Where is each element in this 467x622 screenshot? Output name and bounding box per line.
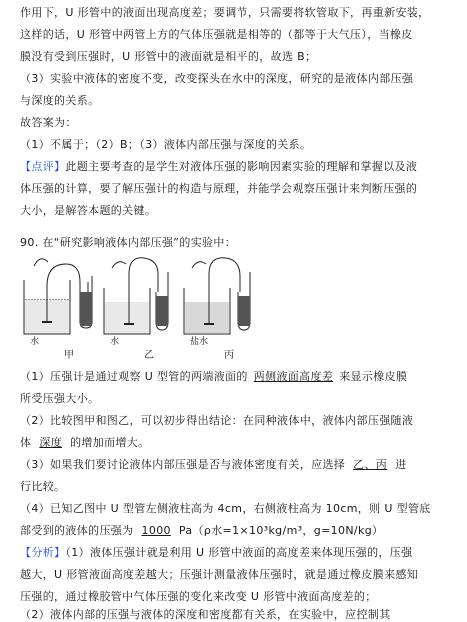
q1-text: 来显示橡皮膜 — [339, 370, 408, 383]
text-line: （3）实验中液体的密度不变，改变探头在水中的深度，研究的是液体内部压强 — [20, 72, 414, 85]
experiment-figure — [20, 252, 260, 362]
comment-line: 体压强的计算，要了解压强计的构造与原理，并能学会观察压强计来判断压强的 — [20, 182, 418, 195]
analysis-tag: 【分析】 — [20, 546, 66, 559]
q3-answer: 乙、丙 — [353, 458, 388, 471]
figure-label-bing: 丙 — [224, 350, 234, 361]
question-3 — [20, 458, 407, 472]
analysis-line: 压强的，通过橡胶管中气体压强的变化来改变 U 形管中液面高度差的； — [20, 590, 377, 603]
comment-line: 大小，是解答本题的关键。 — [20, 204, 157, 217]
saltwater-label: 盐水 — [190, 337, 209, 347]
question-4: （4）已知乙图中 U 型管左侧液柱高为 4cm，右侧液柱高为 10cm，则 U 型管底 — [20, 502, 431, 515]
q2-text: 的增加而增大。 — [70, 436, 150, 449]
question-2: （2）比较图甲和图乙，可以初步得出结论：在同种液体中，液体内部压强随液 — [20, 414, 414, 427]
q4-answer: 1000 — [141, 524, 171, 537]
analysis-line — [20, 546, 413, 560]
water-label: 水 — [110, 337, 120, 347]
figure-label-jia: 甲 — [64, 350, 74, 361]
text-line: 膜没有受到压强时，U 形管中的液面就是相平的，故选 B； — [20, 50, 317, 63]
analysis-line: 越大，U 形管液面高度差越大；压强计测量液体压强时，就是通过橡皮膜来感知 — [20, 568, 419, 581]
q1-answer: 两侧液面高度差 — [253, 370, 334, 383]
text-line: 与深度的关系。 — [20, 94, 100, 107]
comment-line — [20, 160, 417, 174]
question-3-cont: 行比较。 — [20, 480, 66, 493]
question-1 — [20, 370, 407, 384]
q2-answer: 深度 — [39, 436, 63, 449]
question-2-cont — [20, 436, 150, 450]
text-line: 作用下，U 形管中的液面出现高度差；要调节，只需要将软管取下，再重新安装， — [20, 6, 430, 19]
answer-line: （1）不属于；（2）B；（3）液体内部压强与深度的关系。 — [20, 138, 312, 151]
q3-text: （3）如果我们要讨论液体内部压强是否与液体密度有关，应选择 — [20, 458, 346, 471]
question-number: 90. — [20, 236, 39, 249]
q4-text: Pa（ρ水=1×10³kg/m³，g=10N/kg） — [178, 524, 384, 537]
text-line: 这样的话，U 形管中两管上方的气体压强就是相等的（都等于大气压），当橡皮 — [20, 28, 413, 41]
q2-text: 体 — [20, 436, 32, 449]
analysis-line: （2）液体内部的压强与液体的深度和密度都有关系，在实验中，应控制其 — [20, 608, 391, 621]
question-stem-text: 在“研究影响液体内部压强”的实验中： — [42, 236, 237, 249]
figure-label-yi: 乙 — [144, 350, 154, 361]
answer-title: 故答案为： — [20, 116, 77, 129]
question-stem — [20, 236, 236, 250]
question-4-cont — [20, 524, 383, 538]
question-1-cont: 所受压强大小。 — [20, 392, 100, 405]
q3-text: 进 — [395, 458, 407, 471]
analysis-text: （1）液体压强计就是利用 U 形管中液面的高度差来体现压强的，压强 — [65, 546, 413, 559]
water-label: 水 — [30, 337, 40, 347]
q4-text: 部受到的液体的压强为 — [20, 524, 134, 537]
q1-text: （1）压强计是通过观察 U 型管的两端液面的 — [20, 370, 248, 383]
comment-tag: 【点评】 — [20, 160, 66, 173]
comment-text: 此题主要考查的是学生对液体压强的影响因素实验的理解和掌握以及液 — [65, 160, 418, 173]
